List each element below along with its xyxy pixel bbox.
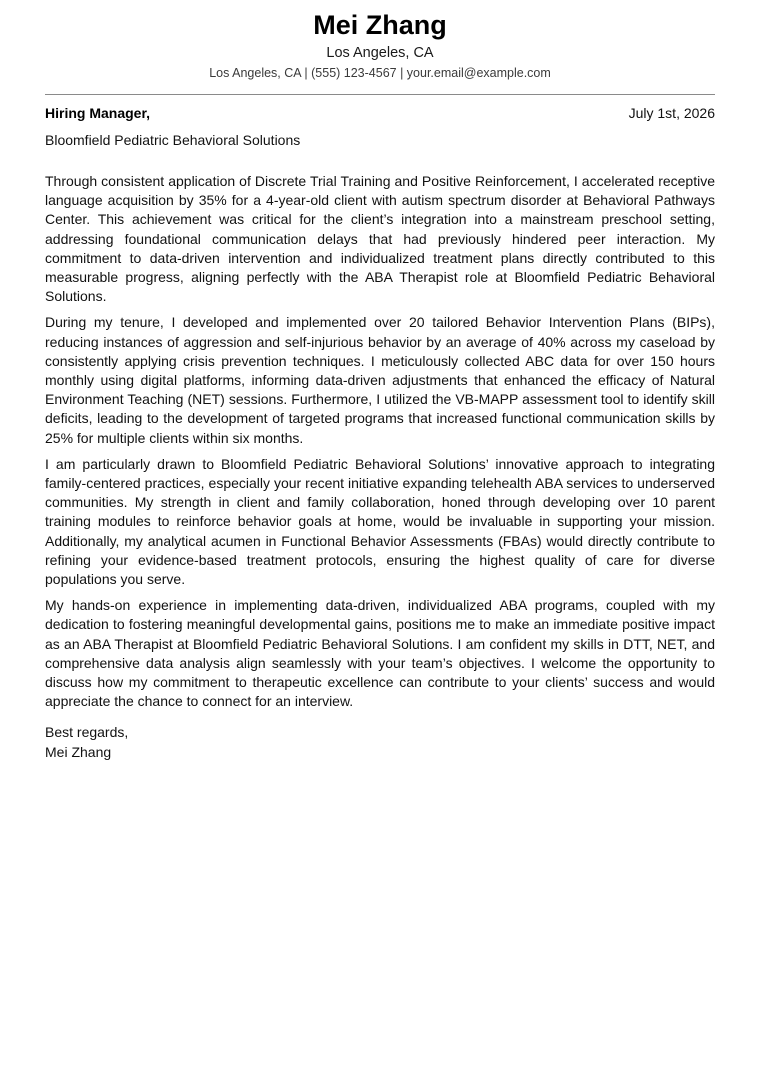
salutation: Hiring Manager, (45, 105, 151, 121)
contact-line: Los Angeles, CA | (555) 123-4567 | your.email@example.com (209, 66, 551, 80)
letter-date: July 1st, 2026 (628, 105, 715, 121)
letter-body (45, 172, 715, 762)
recipient-row (45, 104, 715, 124)
paragraph-1: Through consistent application of Discrete Trial Training and Positive Reinforcement, I accelerated receptive language acquisition by 35% for a 4-year-old client with autism spectrum disorder at Behavioral Pathways Center. This achievement was critical for the client’s integration into a mainstream preschool setting, addressing foundational communication delays that had previously hindered peer interaction. My commitment to data-driven intervention and individualized treatment plans directly contributed to this measurable progress, aligning perfectly with the ABA Therapist role at Bloomfield Pediatric Behavioral Solutions. (45, 173, 715, 305)
company-name: Bloomfield Pediatric Behavioral Solutions (45, 132, 301, 148)
closing-phrase: Best regards, (45, 724, 129, 741)
paragraph-4: My hands-on experience in implementing data-driven, individualized ABA programs, coupled with my dedication to fostering meaningful developmental gains, positions me to make an immediate positive impact as an ABA Therapist at Bloomfield Pediatric Behavioral Solutions. I am confident my skills in DTT, NET, and comprehensive data analysis align seamlessly with your team’s objectives. I welcome the opportunity to discuss how my commitment to therapeutic excellence can contribute to your clients’ success and would appreciate the chance to connect for an interview. (45, 597, 715, 710)
paragraph-2: During my tenure, I developed and implemented over 20 tailored Behavior Intervention Plans (BIPs), reducing instances of aggression and self-injurious behavior by an average of 40% across my caseload by consistently applying crisis prevention techniques. I meticulously collected ABC data for over 150 hours monthly using digital platforms, informing data-driven adjustments that enhanced the efficacy of Natural Environment Teaching (NET) sessions. Furthermore, I utilized the VB-MAPP assessment tool to identify skill deficits, leading to the development of targeted programs that increased functional communication skills by 25% for multiple clients within six months. (45, 314, 715, 446)
header-divider (45, 94, 715, 95)
signature-name: Mei Zhang (45, 743, 112, 760)
applicant-location: Los Angeles, CA (326, 45, 434, 61)
closing-block (45, 723, 715, 761)
paragraph-3: I am particularly drawn to Bloomfield Pediatric Behavioral Solutions’ innovative approach to integrating family-centered practices, especially your recent initiative expanding telehealth ABA services to underserved communities. My strength in client and family collaboration, honed through developing over 10 parent training modules to reinforce behavior goals at home, would be invaluable in supporting your mission. Additionally, my analytical acumen in Functional Behavior Assessments (FBAs) would directly contribute to refining your evidence-based treatment protocols, ensuring the highest quality of care for diverse populations you serve. (45, 455, 715, 588)
applicant-name: Mei Zhang (313, 10, 447, 40)
